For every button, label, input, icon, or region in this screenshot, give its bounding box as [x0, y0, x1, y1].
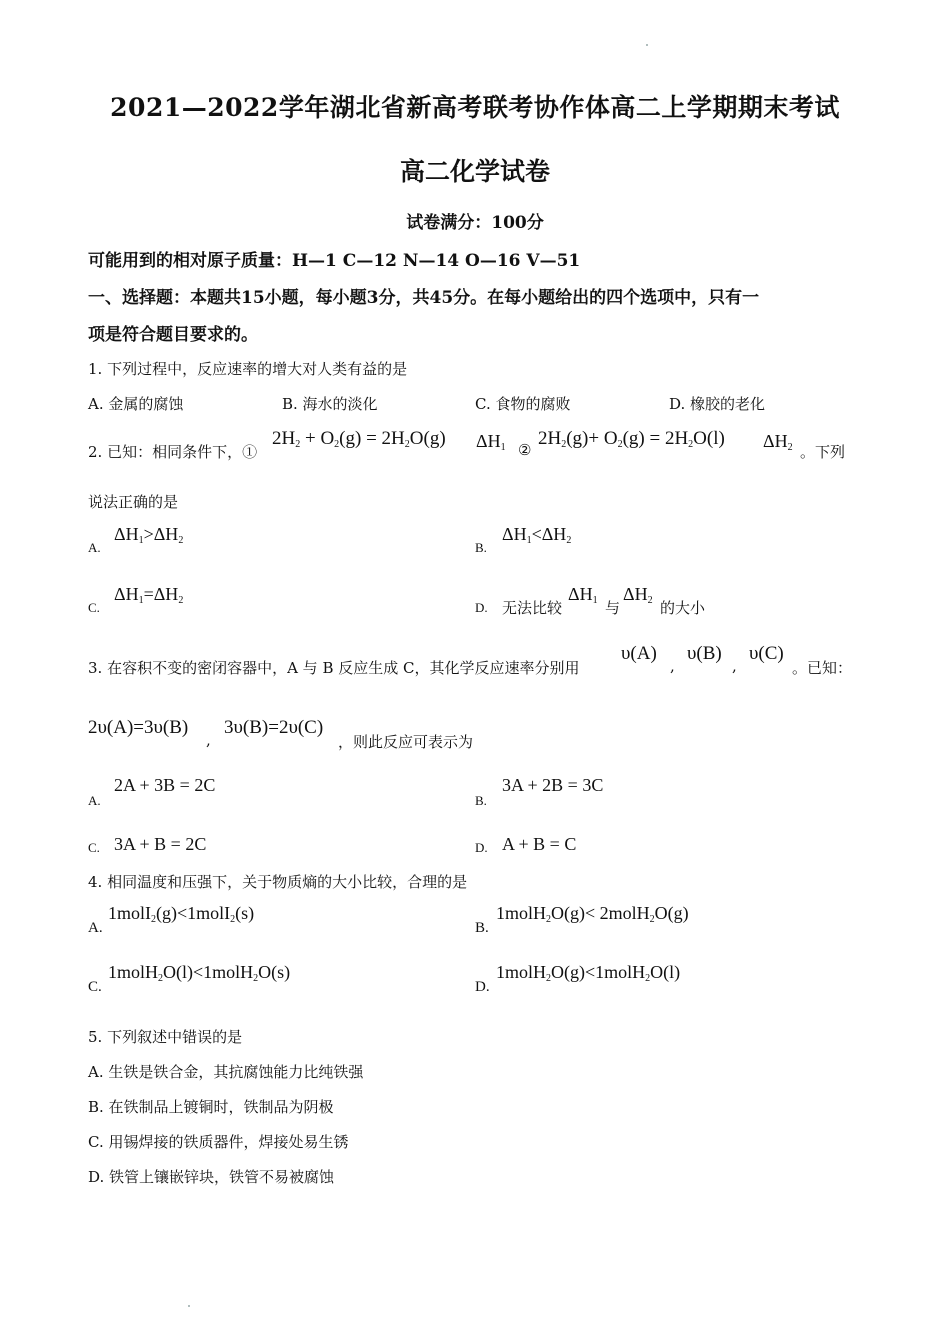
q2-option-d-end: 的大小: [660, 599, 706, 617]
q3-comma-2: ,: [732, 657, 737, 675]
q2-option-d-dh1: $\Delta H_1$: [568, 584, 598, 606]
q3-label-c: C.: [88, 840, 100, 855]
scan-dot: [646, 44, 648, 46]
q3-rate-a: υ(A): [621, 643, 657, 664]
q3-stem-end: 。已知：: [792, 659, 853, 677]
scan-dot-bottom: [188, 1305, 190, 1307]
q4-stem: 4. 相同温度和压强下，关于物质熵的大小比较，合理的是: [88, 873, 468, 891]
q2-option-c: $\Delta H_1=\Delta H_2$: [114, 584, 184, 606]
q2-circle-2: ②: [518, 441, 532, 459]
q2-option-b: $\Delta H_1<\Delta H_2$: [502, 524, 572, 546]
q3-comma-1: ,: [670, 657, 675, 675]
q2-option-d-with: 与: [605, 599, 621, 617]
q3-label-a: A.: [88, 793, 101, 808]
q2-option-d-dh2: $\Delta H_2$: [623, 584, 653, 606]
q1-option-b: B. 海水的淡化: [282, 395, 378, 413]
full-score: 试卷满分：100分: [406, 213, 544, 233]
q2-label-a: A.: [88, 540, 101, 555]
atomic-mass-line: 可能用到的相对原子质量：H—1 C—12 N—14 O—16 V—51: [88, 251, 581, 271]
q5-option-c: C. 用锡焊接的铁质器件，焊接处易生锈: [88, 1133, 349, 1151]
q4-option-b: 1molH$_2$O(g)< 2molH$_2$O(g): [496, 903, 689, 925]
q2-option-d-text: 无法比较: [502, 599, 563, 617]
q1-stem: 1. 下列过程中，反应速率的增大对人类有益的是: [88, 360, 408, 378]
q3-option-c: 3A + B = 2C: [114, 834, 207, 854]
q1-option-a: A. 金属的腐蚀: [88, 395, 184, 413]
q2-label-b: B.: [475, 540, 487, 555]
q2-label-d: D.: [475, 600, 488, 615]
q3-option-a: 2A + 3B = 2C: [114, 775, 216, 795]
q2-stem-line2: 说法正确的是: [88, 493, 179, 511]
q3-option-d: A + B = C: [502, 834, 577, 854]
q5-option-b: B. 在铁制品上镀铜时，铁制品为阴极: [88, 1098, 334, 1116]
q2-dh2-symbol: $\Delta H_2$: [763, 431, 793, 453]
section-heading-cont: 项是符合题目要求的。: [88, 325, 258, 345]
exam-title: 2021—2022学年湖北省新高考联考协作体高二上学期期末考试: [110, 93, 840, 122]
q5-stem: 5. 下列叙述中错误的是: [88, 1028, 243, 1046]
q4-label-b: B.: [475, 920, 489, 936]
q3-comma-3: ,: [206, 731, 211, 749]
q3-equation-2: 3υ(B)=2υ(C): [224, 717, 324, 738]
exam-subtitle: 高二化学试卷: [399, 157, 550, 186]
q4-label-d: D.: [475, 979, 490, 995]
q4-label-a: A.: [88, 920, 103, 936]
q3-label-d: D.: [475, 840, 488, 855]
q2-stem-start: 2. 已知：相同条件下，①: [88, 443, 258, 461]
q4-option-c: 1molH$_2$O(l)<1molH$_2$O(s): [108, 962, 291, 984]
q3-stem-start: 3. 在容积不变的密闭容器中，A 与 B 反应生成 C，其化学反应速率分别用: [88, 659, 580, 677]
q4-option-a: 1molI$_2$(g)<1molI$_2$(s): [108, 903, 255, 925]
q2-stem-end: 。下列: [800, 443, 846, 461]
section-heading: 一、选择题：本题共15小题，每小题3分，共45分。在每小题给出的四个选项中，只有一: [88, 288, 760, 308]
q4-label-c: C.: [88, 979, 102, 995]
q2-option-a: $\Delta H_1>\Delta H_2$: [114, 524, 184, 546]
q5-option-a: A. 生铁是铁合金，其抗腐蚀能力比纯铁强: [88, 1063, 364, 1081]
q1-option-c: C. 食物的腐败: [475, 395, 571, 413]
q2-label-c: C.: [88, 600, 100, 615]
q1-option-d: D. 橡胶的老化: [669, 395, 766, 413]
q2-dh1-symbol: $\Delta H_1$: [476, 431, 506, 453]
q3-equation-1: 2υ(A)=3υ(B): [88, 717, 189, 738]
q3-rate-b: υ(B): [687, 643, 722, 664]
q5-option-d: D. 铁管上镶嵌锌块，铁管不易被腐蚀: [88, 1168, 335, 1186]
q3-option-b: 3A + 2B = 3C: [502, 775, 604, 795]
q3-label-b: B.: [475, 793, 487, 808]
q2-equation-1: $2H_2 + O_2(g) = 2H_2O(g)$: [272, 428, 446, 450]
q2-equation-2: $2H_2(g)+ O_2(g) = 2H_2O(l)$: [538, 428, 725, 450]
q4-option-d: 1molH$_2$O(g)<1molH$_2$O(l): [496, 962, 681, 984]
q3-stem-line2-end: ，则此反应可表示为: [338, 733, 474, 751]
q3-rate-c: υ(C): [749, 643, 784, 664]
